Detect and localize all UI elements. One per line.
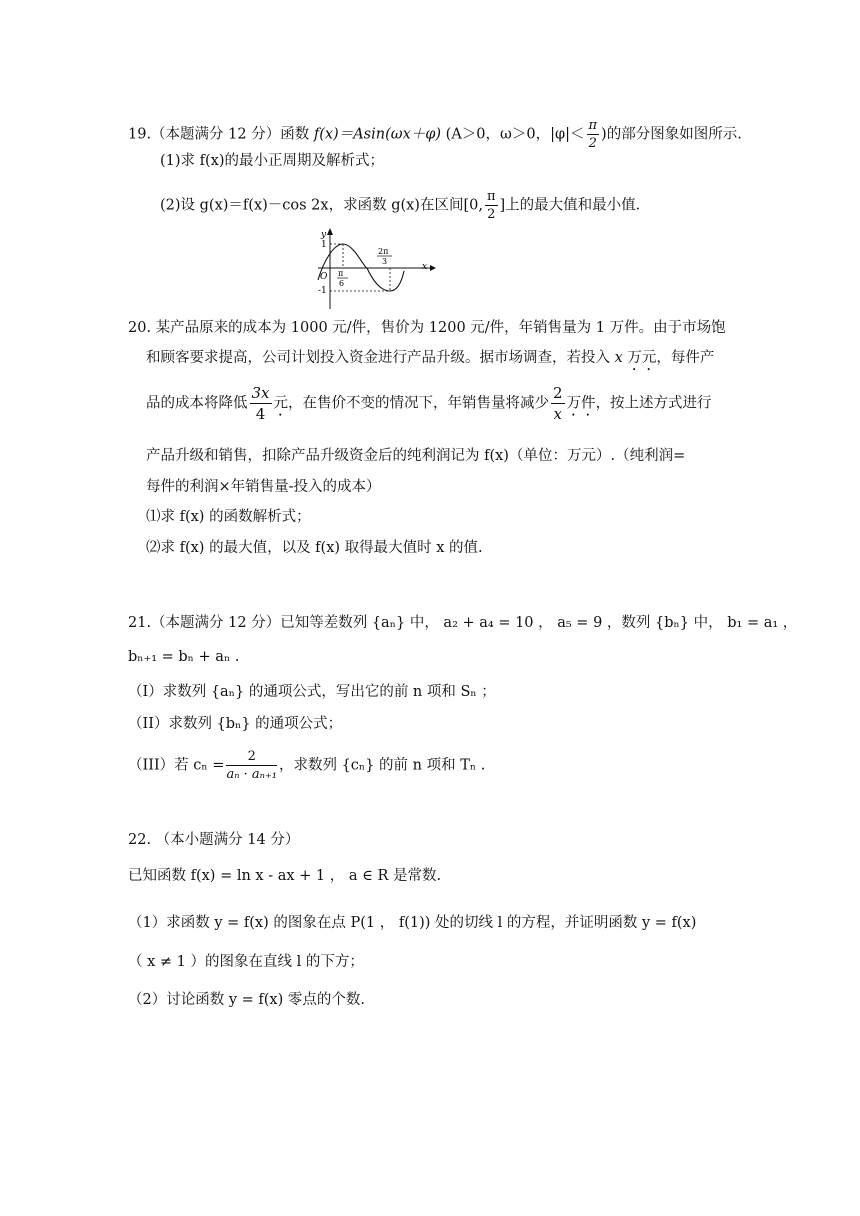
q19-function: f(x)＝Asin(ωx＋φ) [313,126,442,143]
q19-part2-a: (2)设 g(x)＝f(x)－cos 2x，求函数 g(x)在区间[0, [160,197,483,214]
q19-part1: (1)求 f(x)的最小正周期及解析式； [160,153,385,169]
x-axis-label: x [422,262,428,272]
x-axis-arrow [430,265,436,271]
q19-stem-d: )的部分图象如图所示. [601,126,742,143]
q22-title: 22. （本小题满分 14 分） [128,832,300,848]
q19-pi-over-2: $\frac{\pi}{2}$ [588,118,598,151]
q19-stem-a: 19.（本题满分 12 分）函数 [128,126,314,143]
q19-sine-graph [312,225,436,311]
q22-part1: （1）求函数 y = f(x) 的图象在点 P(1 ， f(1)) 处的切线 l 的方程，并证明函数 y = f(x) [128,915,697,931]
q19-stem [128,117,742,152]
q20-part2: ⑵求 f(x) 的最大值，以及 f(x) 取得最大值时 x 的值. [146,540,483,556]
q21-c-frac: $\frac{2}{\text{aₙ · aₙ₊₁}}$ [226,749,277,782]
twopi3-num: 2π [378,247,389,256]
label-one: 1 [321,240,327,250]
label-neg-one: -1 [318,286,327,296]
q20-line4: 产品升级和销售，扣除产品升级资金后的纯利润记为 f(x)（单位：万元）.（纯利润= [146,448,686,464]
q21-part3: （III）若 cₙ = $\frac{2}{\text{aₙ · aₙ₊₁}}$ ，求数列 {cₙ} 的前 n 项和 Tₙ . [128,749,486,782]
pi6-den: 6 [339,279,345,288]
q20-line3: 品的成本将降低 $\frac{3x}{4}$ 元，在售价不变的情况下，年销售量将减少 $\frac{2}{x}$ 万件，按上述方式进行 [146,384,712,423]
q22-line1: 已知函数 f(x) = ln x - ax + 1 ， a ∈ R 是常数. [128,868,442,884]
twopi3-den: 3 [382,257,388,266]
origin-label: O [320,272,328,282]
q21-line2: bₙ₊₁ = bₙ + aₙ . [128,649,240,665]
q20-frac-2x: $\frac{2}{x}$ [553,384,563,423]
q21-part2: （II）求数列 {bₙ} 的通项公式； [128,716,343,732]
q22-part1b: （ x ≠ 1 ）的图象在直线 l 的下方； [128,954,364,970]
y-axis-arrow [327,228,333,235]
q20-line5: 每件的利润×年销售量-投入的成本） [146,479,381,495]
q20-frac-3x4: $\frac{3x}{4}$ [251,384,270,423]
q21-line1: 21.（本题满分 12 分）已知等差数列 {aₙ} 中， a₂ + a₄ = 10 ， a₅ = 9 ，数列 {bₙ} 中， b₁ = a₁ ， [128,615,798,631]
q21-part1: （I）求数列 {aₙ} 的通项公式，写出它的前 n 项和 Sₙ ； [128,684,496,700]
q20-line2: 和顾客要求提高，公司计划投入资金进行产品升级。据市场调查，若投入 x 万元，每件产 [146,350,715,366]
q19-part2 [160,188,640,223]
q20-part1: ⑴求 f(x) 的函数解析式； [146,509,311,525]
q22-part2: （2）讨论函数 y = f(x) 零点的个数. [128,992,365,1008]
q19-interval-frac: $\frac{\pi}{2}$ [486,189,496,222]
y-axis-label: y [321,230,327,240]
pi6-num: π [338,269,344,278]
q19-stem-c: (A＞0，ω＞0，|φ|＜ [441,126,585,143]
q20-line1: 20. 某产品原来的成本为 1000 元/件，售价为 1200 元/件，年销售量为 1 万件。由于市场饱 [128,320,726,336]
q20-wanyuan: 万元 [622,350,657,366]
q19-part2-b: ]上的最大值和最小值. [499,197,641,214]
q20-x: x [614,350,623,366]
